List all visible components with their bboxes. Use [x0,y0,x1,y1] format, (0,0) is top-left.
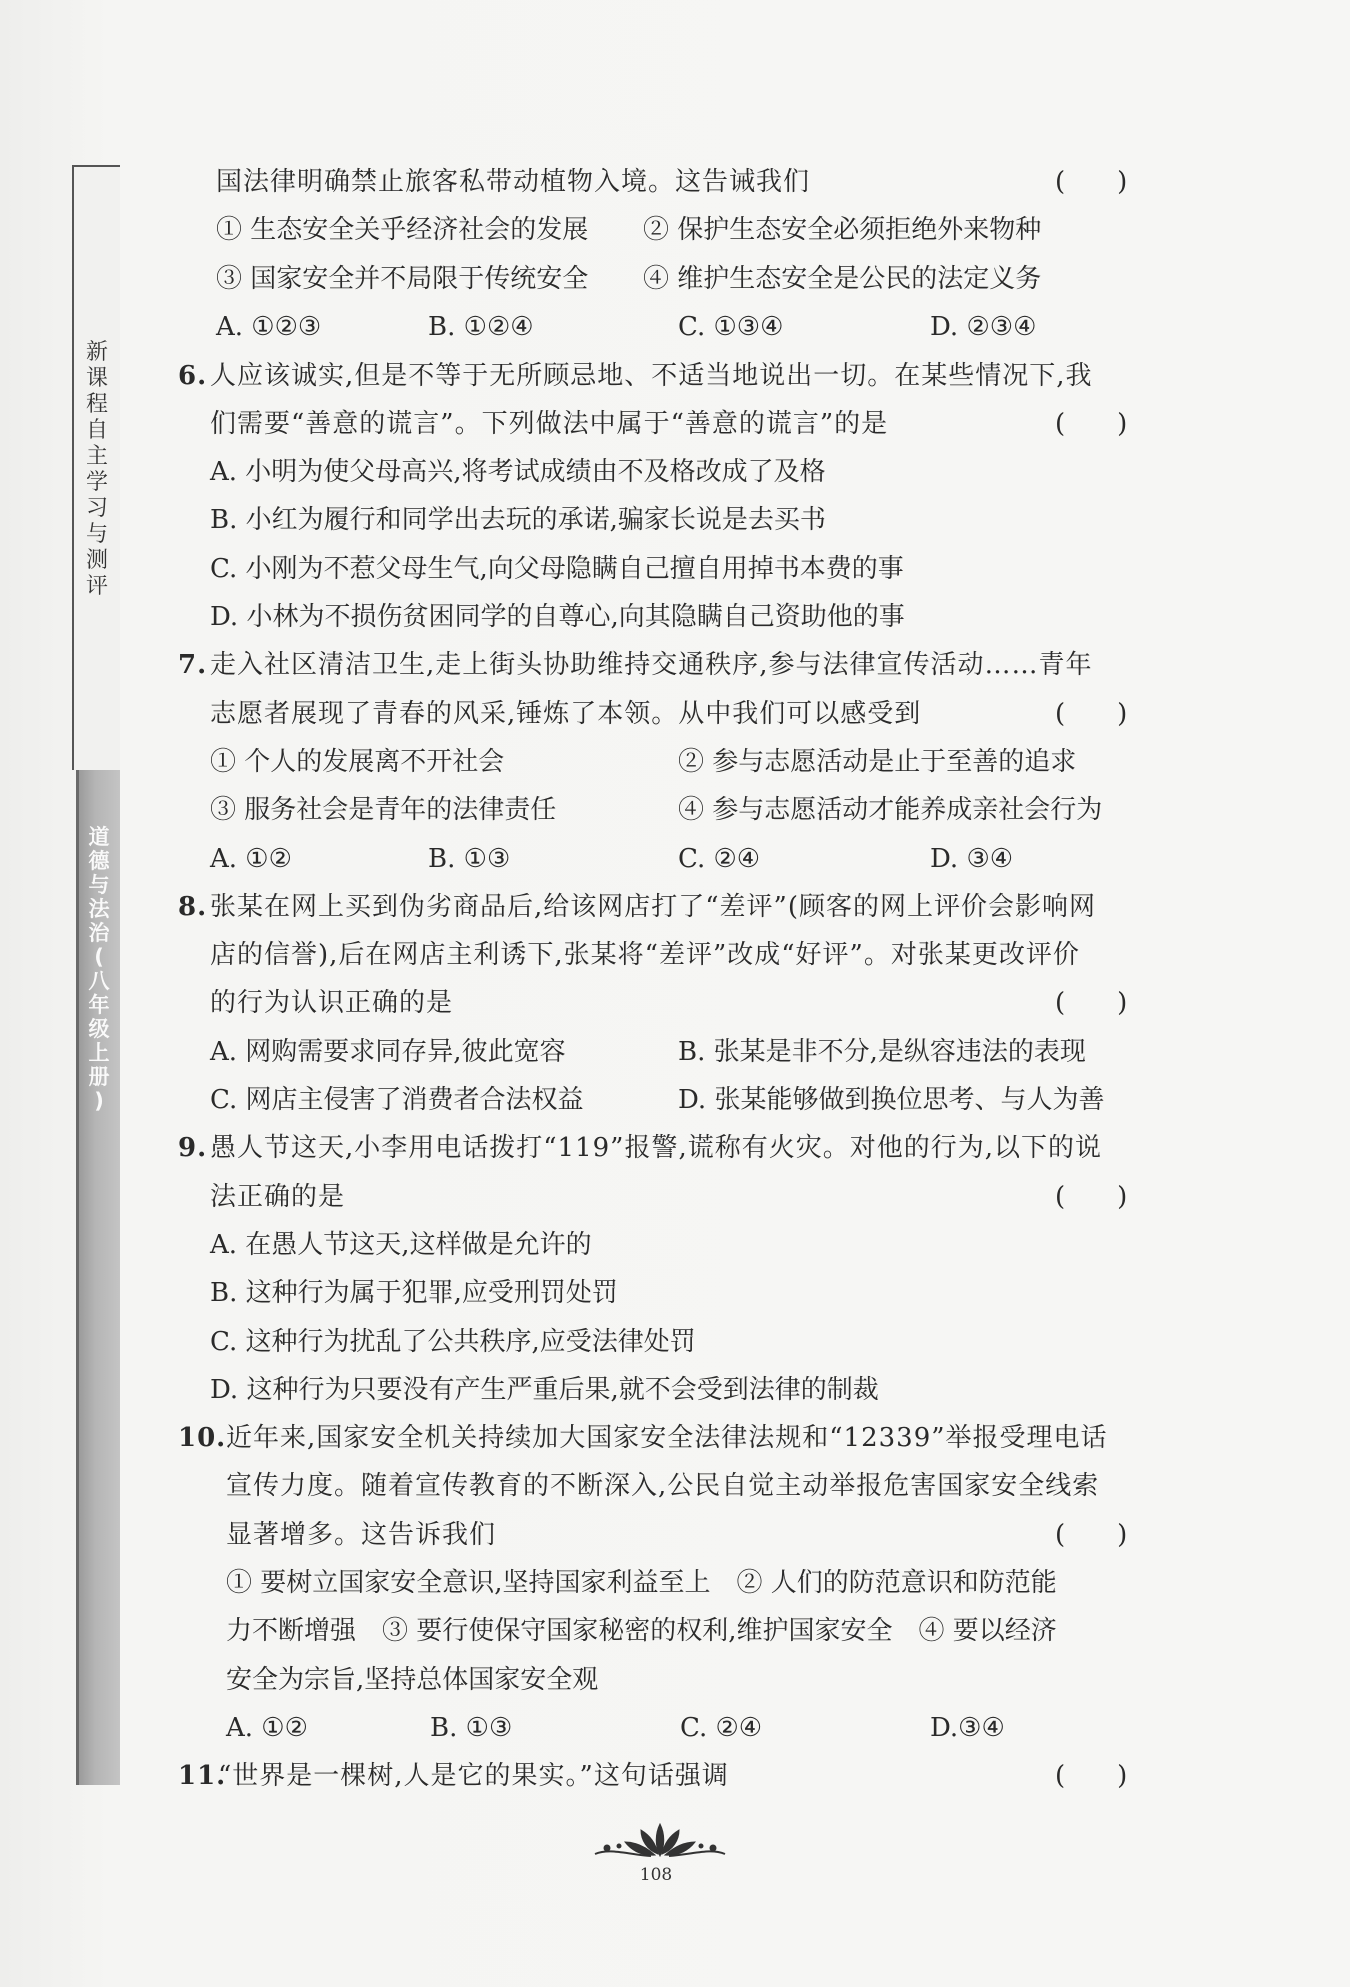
q10-answer-paren: ( ) [1055,1520,1128,1550]
q6-stem-line-2: 们需要“善意的谎言”。下列做法中属于“善意的谎言”的是 [210,409,889,439]
q7-stem-line-2: 志愿者展现了青春的风采,锤炼了本领。从中我们可以感受到 [210,699,922,729]
side-tab-bottom-char: ) [94,1089,104,1113]
side-tab-bottom-char: 德 [88,849,110,873]
q7-option-a: A. ①② [210,844,292,874]
q6-option-c: C. 小刚为不惹父母生气,向父母隐瞒自己擅自用掉书本费的事 [210,554,904,584]
q10-option-b: B. ①③ [430,1713,513,1743]
side-tab-bottom-char: 与 [88,873,110,897]
floral-ornament-icon [585,1820,735,1860]
side-tab-bottom-char: 年 [88,993,110,1017]
q9-stem-line-2: 法正确的是 [210,1182,346,1212]
q10-statements-line-1: ① 要树立国家安全意识,坚持国家利益至上 ② 人们的防范意识和防范能 [226,1568,1057,1598]
q7-option-b: B. ①③ [428,844,511,874]
q7-answer-paren: ( ) [1055,699,1128,729]
q5-option-b: B. ①②④ [428,312,534,342]
q7-option-d: D. ③④ [930,844,1014,874]
q6-stem-line-1: 人应该诚实,但是不等于无所顾忌地、不适当地说出一切。在某些情况下,我 [210,361,1093,391]
q9-option-b: B. 这种行为属于犯罪,应受刑罚处罚 [210,1278,618,1308]
q9-option-a: A. 在愚人节这天,这样做是允许的 [210,1230,592,1260]
q7-statement-3: ③ 服务社会是青年的法律责任 [210,795,557,825]
q8-number: 8. [178,892,208,922]
side-tab-top-char: 习 [85,496,108,521]
q10-stem-line-2: 宣传力度。随着宣传教育的不断深入,公民自觉主动举报危害国家安全线索 [226,1471,1100,1501]
q9-option-c: C. 这种行为扰乱了公共秩序,应受法律处罚 [210,1327,696,1357]
side-tab-top-char: 主 [85,444,108,469]
page-number: 108 [639,1865,673,1885]
side-tab-bottom-char: 上 [88,1041,110,1065]
q10-statements-line-3: 安全为宗旨,坚持总体国家安全观 [226,1665,599,1695]
q5-option-c: C. ①③④ [678,312,784,342]
side-tab-top-char: 新 [85,340,108,365]
side-tab-top-char: 与 [85,522,108,547]
q7-number: 7. [178,650,208,680]
q11-number: 11. [178,1761,227,1791]
q7-statement-2: ② 参与志愿活动是止于至善的追求 [678,747,1077,777]
q7-option-c: C. ②④ [678,844,761,874]
q6-number: 6. [178,361,208,391]
q6-option-a: A. 小明为使父母高兴,将考试成绩由不及格改成了及格 [210,457,826,487]
q8-option-c: C. 网店主侵害了消费者合法权益 [210,1085,584,1115]
side-tab-top-char: 课 [85,366,108,391]
side-tab-bottom-char: 法 [88,897,110,921]
side-tab-top-label [84,340,110,600]
q11-stem-line-1: “世界是一棵树,人是它的果实。”这句话强调 [218,1761,729,1791]
q9-number: 9. [178,1133,208,1163]
q6-option-b: B. 小红为履行和同学出去玩的承诺,骗家长说是去买书 [210,505,826,535]
side-tab-top-char: 测 [85,548,108,573]
q11-answer-paren: ( ) [1055,1761,1128,1791]
q5-option-a: A. ①②③ [216,312,322,342]
q7-stem-line-1: 走入社区清洁卫生,走上街头协助维持交通秩序,参与法律宣传活动……青年 [210,650,1093,680]
q9-option-d: D. 这种行为只要没有产生严重后果,就不会受到法律的制裁 [210,1375,879,1405]
q8-stem-line-1: 张某在网上买到伪劣商品后,给该网店打了“差评”(顾客的网上评价会影响网 [210,892,1096,922]
q8-stem-line-2: 店的信誉),后在网店主利诱下,张某将“差评”改成“好评”。对张某更改评价 [210,940,1080,970]
q5-statement-4: ④ 维护生态安全是公民的法定义务 [643,264,1042,294]
q10-option-c: C. ②④ [680,1713,763,1743]
side-tab-bottom-char: 册 [88,1065,110,1089]
q5-answer-paren: ( ) [1055,167,1128,197]
q7-statement-1: ① 个人的发展离不开社会 [210,747,505,777]
q10-number: 10. [178,1423,227,1453]
q5-statement-2: ② 保护生态安全必须拒绝外来物种 [643,215,1042,245]
q5-statement-3: ③ 国家安全并不局限于传统安全 [216,264,589,294]
q5-statement-1: ① 生态安全关乎经济社会的发展 [216,215,589,245]
q6-option-d: D. 小林为不损伤贫困同学的自尊心,向其隐瞒自己资助他的事 [210,602,905,632]
q5-option-d: D. ②③④ [930,312,1037,342]
side-tab-bottom-char: ( [94,945,104,969]
side-tab-bottom-char: 道 [88,825,110,849]
side-tab-top-char: 评 [85,574,108,599]
side-tab-top-char: 程 [85,392,108,417]
q5-stem-tail: 国法律明确禁止旅客私带动植物入境。这告诫我们 [216,167,811,197]
q6-answer-paren: ( ) [1055,409,1128,439]
q10-stem-line-1: 近年来,国家安全机关持续加大国家安全法律法规和“12339”举报受理电话 [226,1423,1108,1453]
q10-stem-line-3: 显著增多。这告诉我们 [226,1520,497,1550]
q9-answer-paren: ( ) [1055,1182,1128,1212]
side-tab-bottom-label [86,825,112,1113]
q7-statement-4: ④ 参与志愿活动才能养成亲社会行为 [678,795,1103,825]
q8-option-a: A. 网购需要求同存异,彼此宽容 [210,1037,566,1067]
side-tab-bottom-char: 八 [88,969,110,993]
side-tab-top-char: 自 [85,418,108,443]
q8-option-b: B. 张某是非不分,是纵容违法的表现 [678,1037,1086,1067]
q10-statements-line-2: 力不断增强 ③ 要行使保守国家秘密的权利,维护国家安全 ④ 要以经济 [226,1616,1057,1646]
q8-stem-line-3: 的行为认识正确的是 [210,988,454,1018]
q8-option-d: D. 张某能够做到换位思考、与人为善 [678,1085,1105,1115]
side-tab-top-char: 学 [85,470,108,495]
side-tab-bottom-char: 治 [88,921,110,945]
side-tab-bottom-char: 级 [88,1017,110,1041]
q10-option-d: D.③④ [930,1713,1005,1743]
q9-stem-line-1: 愚人节这天,小李用电话拨打“119”报警,谎称有火灾。对他的行为,以下的说 [210,1133,1103,1163]
q8-answer-paren: ( ) [1055,988,1128,1018]
q10-option-a: A. ①② [226,1713,308,1743]
